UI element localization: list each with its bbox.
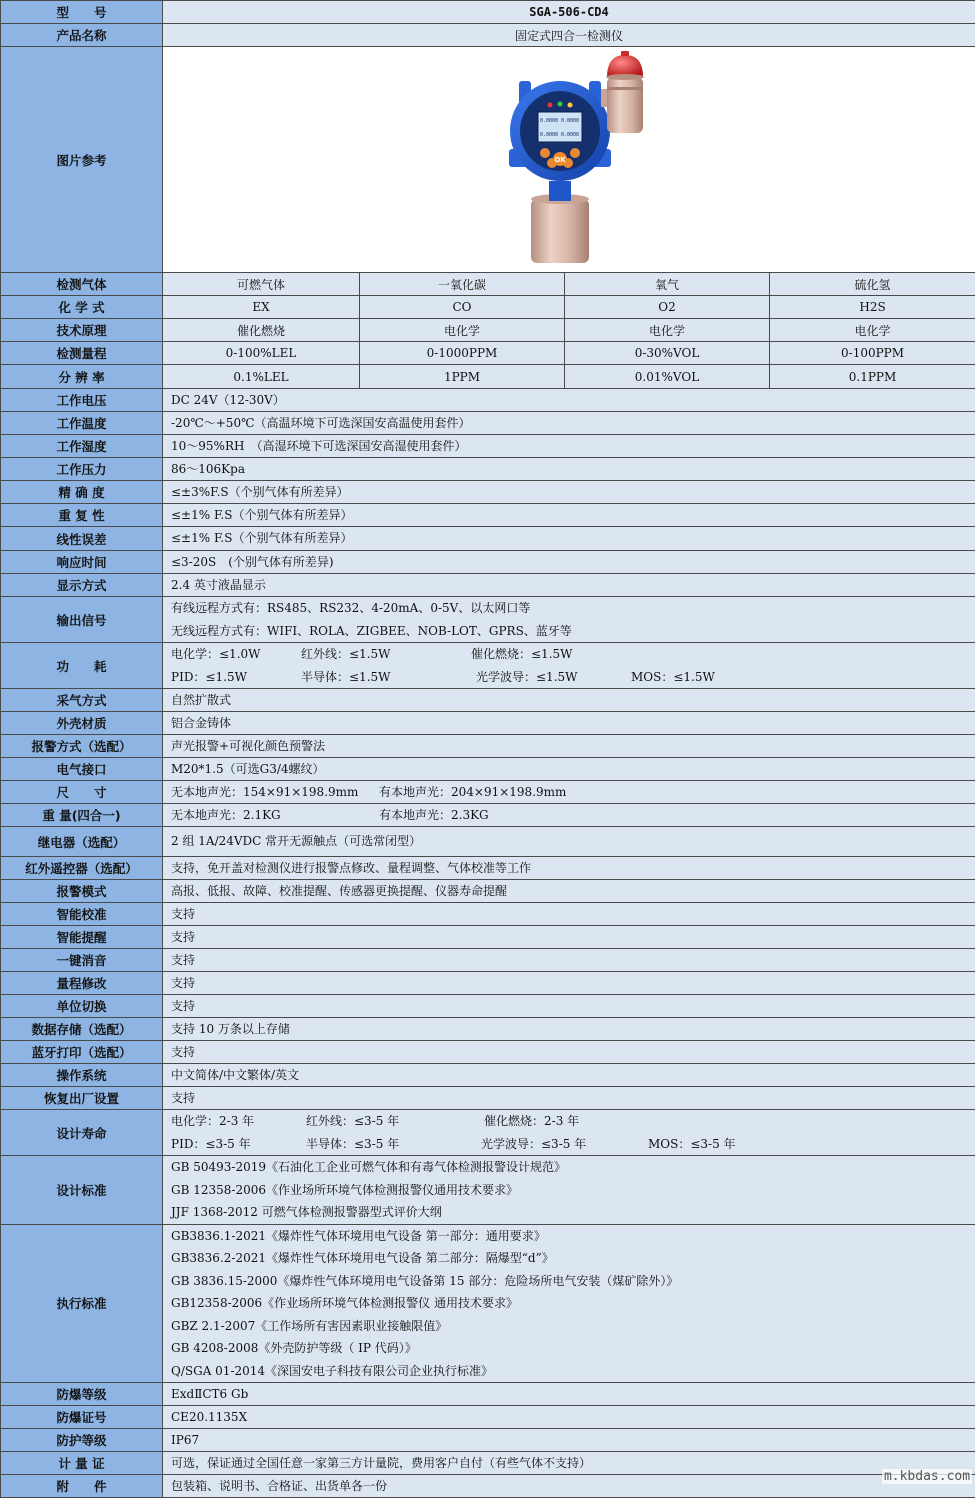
spec-value (163, 880, 975, 903)
picture-cell (163, 47, 975, 273)
spec-row (1, 1406, 975, 1429)
spec-text: 无本地声光：154×91×198.9mm (171, 785, 359, 799)
svg-text:0.0000: 0.0000 (561, 117, 580, 124)
gas-row-label: 技术原理 (1, 319, 163, 342)
spec-line (171, 1018, 975, 1040)
spec-label: 采气方式 (1, 689, 163, 712)
spec-value (163, 1087, 975, 1110)
row-product-name (1, 24, 975, 47)
spec-text: ≤±1% F.S（个别气体有所差异） (171, 531, 353, 545)
spec-text: 自然扩散式 (171, 693, 232, 707)
spec-row (1, 412, 975, 435)
spec-line (171, 949, 975, 971)
spec-text: GBZ 2.1-2007《工作场所有害因素职业接触限值》 (171, 1318, 448, 1333)
spec-value (163, 903, 975, 926)
gas-cell: 可燃气体 (163, 273, 360, 296)
spec-value (163, 1429, 975, 1452)
spec-text: ExdⅡCT6 Gb (171, 1387, 249, 1401)
spec-value (163, 1452, 975, 1475)
spec-line (171, 1452, 975, 1474)
spec-label: 输出信号 (1, 597, 163, 643)
spec-text: CE20.1135X (171, 1410, 248, 1424)
gas-cell: EX (163, 296, 360, 319)
spec-label: 工作温度 (1, 412, 163, 435)
gas-row-label: 检测量程 (1, 342, 163, 365)
spec-value (163, 735, 975, 758)
spec-row (1, 1224, 975, 1383)
spec-label: 数据存储（选配） (1, 1018, 163, 1041)
spec-value (163, 1041, 975, 1064)
gas-cell: 电化学 (770, 319, 975, 342)
spec-text: 10～95%RH （高湿环境下可选深国安高湿使用套件） (171, 439, 467, 453)
spec-line (171, 1179, 975, 1202)
spec-label: 外壳材质 (1, 712, 163, 735)
spec-text: 电化学：≤1.0W (171, 647, 261, 661)
spec-value (163, 949, 975, 972)
spec-text: GB3836.1-2021《爆炸性气体环境用电气设备 第一部分：通用要求》 (171, 1228, 546, 1243)
spec-row (1, 458, 975, 481)
spec-label: 功 耗 (1, 643, 163, 689)
spec-text: MOS：≤1.5W (631, 669, 715, 684)
spec-row (1, 481, 975, 504)
spec-row (1, 389, 975, 412)
spec-value (163, 1064, 975, 1087)
spec-text: 支持 (171, 953, 196, 967)
spec-line (171, 1292, 975, 1315)
spec-label: 红外遥控器（选配） (1, 857, 163, 880)
spec-label: 恢复出厂设置 (1, 1087, 163, 1110)
spec-label: 量程修改 (1, 972, 163, 995)
spec-text: 无本地声光：2.1KG (171, 808, 281, 822)
spec-label: 防爆证号 (1, 1406, 163, 1429)
spec-row (1, 972, 975, 995)
spec-text: 包装箱、说明书、合格证、出货单各一份 (171, 1479, 388, 1493)
spec-line (171, 712, 975, 734)
spec-line (171, 597, 975, 620)
spec-label: 工作电压 (1, 389, 163, 412)
spec-row (1, 758, 975, 781)
spec-value (163, 481, 975, 504)
spec-value (163, 389, 975, 412)
spec-label: 计 量 证 (1, 1452, 163, 1475)
spec-row (1, 903, 975, 926)
spec-text: 支持 10 万条以上存储 (171, 1022, 290, 1036)
spec-row (1, 1110, 975, 1156)
gas-row-label: 化 学 式 (1, 296, 163, 319)
gas-cell: 电化学 (565, 319, 770, 342)
spec-line (171, 1133, 975, 1156)
spec-label: 智能提醒 (1, 926, 163, 949)
spec-value (163, 857, 975, 880)
spec-line (171, 972, 975, 994)
spec-text: -20℃～+50℃（高温环境下可选深国安高温使用套件） (171, 416, 471, 430)
gas-cell: 0.1%LEL (163, 365, 360, 389)
gas-cell: 0-30%VOL (565, 342, 770, 365)
spec-value (163, 1224, 975, 1383)
gas-cell: 电化学 (360, 319, 565, 342)
spec-label: 执行标准 (1, 1224, 163, 1383)
spec-label: 设计标准 (1, 1156, 163, 1225)
spec-line (171, 666, 975, 689)
spec-text: 声光报警+可视化颜色预警法 (171, 739, 326, 753)
spec-text: 支持 (171, 999, 196, 1013)
alarm-beacon (607, 55, 643, 77)
spec-value (163, 827, 975, 857)
spec-label: 单位切换 (1, 995, 163, 1018)
spec-line (171, 1383, 975, 1405)
spec-text: 支持 (171, 907, 196, 921)
spec-text: 光学波导：≤1.5W (476, 669, 578, 684)
spec-line (171, 1156, 975, 1179)
spec-label: 附 件 (1, 1475, 163, 1498)
spec-value (163, 412, 975, 435)
spec-text: 86～106Kpa (171, 462, 245, 476)
spec-label: 电气接口 (1, 758, 163, 781)
gas-row (1, 342, 975, 365)
spec-line (171, 1087, 975, 1109)
spec-value (163, 689, 975, 712)
spec-text: PID：≤1.5W (171, 669, 247, 684)
product-name-label: 产品名称 (1, 24, 163, 47)
spec-line (171, 758, 975, 780)
spec-line (171, 857, 975, 879)
spec-text: 催化燃烧：2-3 年 (484, 1114, 580, 1128)
spec-line (171, 527, 975, 550)
spec-label: 响应时间 (1, 551, 163, 574)
watermark: m.kbdas.com (883, 1469, 971, 1484)
spec-value (163, 1018, 975, 1041)
spec-text: 2 组 1A/24VDC 常开无源触点（可选常闭型） (171, 834, 422, 848)
spec-value (163, 804, 975, 827)
spec-line (171, 620, 975, 643)
spec-row (1, 857, 975, 880)
spec-row (1, 504, 975, 527)
spec-value (163, 1383, 975, 1406)
svg-text:OK: OK (554, 155, 566, 164)
spec-label: 报警方式（选配） (1, 735, 163, 758)
spec-line (171, 1315, 975, 1338)
gas-cell: H2S (770, 296, 975, 319)
spec-value (163, 1475, 975, 1498)
gas-row (1, 319, 975, 342)
spec-value (163, 995, 975, 1018)
alarm-housing (607, 77, 643, 133)
sensor-housing (531, 199, 589, 263)
gas-cell: 0-1000PPM (360, 342, 565, 365)
spec-row (1, 827, 975, 857)
gas-cell: 0-100PPM (770, 342, 975, 365)
spec-line (171, 880, 975, 902)
picture-label: 图片参考 (1, 47, 163, 273)
spec-label: 显示方式 (1, 574, 163, 597)
spec-text: 支持，免开盖对检测仪进行报警点修改、量程调整、气体校准等工作 (171, 861, 532, 875)
spec-row (1, 1452, 975, 1475)
spec-value (163, 1406, 975, 1429)
spec-line (171, 481, 975, 503)
spec-text: 可选，保证通过全国任意一家第三方计量院，费用客户自付（有些气体不支持） (171, 1456, 592, 1470)
spec-line (171, 1247, 975, 1270)
gas-cell: 0.01%VOL (565, 365, 770, 389)
spec-value (163, 527, 975, 551)
spec-row (1, 551, 975, 574)
spec-text: 高报、低报、故障、校准提醒、传感器更换提醒、仪器寿命提醒 (171, 884, 508, 898)
spec-line (171, 389, 975, 411)
spec-line (171, 1041, 975, 1063)
row-model (1, 1, 975, 24)
spec-line (171, 412, 975, 434)
spec-row (1, 597, 975, 643)
spec-text: 支持 (171, 1045, 196, 1059)
spec-line (171, 574, 975, 596)
spec-line (171, 551, 975, 573)
spec-line (171, 1201, 975, 1224)
gas-row (1, 296, 975, 319)
gas-cell: 0.1PPM (770, 365, 975, 389)
spec-text: IP67 (171, 1433, 200, 1447)
spec-line (171, 903, 975, 925)
spec-value (163, 504, 975, 527)
spec-text: ≤±1% F.S（个别气体有所差异） (171, 508, 353, 522)
row-picture (1, 47, 975, 273)
spec-value (163, 781, 975, 804)
product-name-value: 固定式四合一检测仪 (163, 24, 975, 47)
gas-row-label: 检测气体 (1, 273, 163, 296)
model-value: SGA-506-CD4 (163, 1, 975, 24)
spec-row (1, 1041, 975, 1064)
spec-value (163, 972, 975, 995)
spec-row (1, 574, 975, 597)
spec-line (171, 1270, 975, 1293)
spec-text: 光学波导：≤3-5 年 (481, 1136, 587, 1151)
spec-text: 有本地声光：2.3KG (379, 808, 489, 822)
gas-cell: 1PPM (360, 365, 565, 389)
spec-label: 一键消音 (1, 949, 163, 972)
spec-value (163, 926, 975, 949)
spec-text: MOS：≤3-5 年 (648, 1136, 736, 1151)
spec-text: GB3836.2-2021《爆炸性气体环境用电气设备 第二部分：隔爆型“d”》 (171, 1251, 554, 1265)
spec-line (171, 995, 975, 1017)
spec-value (163, 643, 975, 689)
spec-label: 重 复 性 (1, 504, 163, 527)
spec-label: 尺 寸 (1, 781, 163, 804)
spec-line (171, 781, 975, 803)
svg-text:0.0000: 0.0000 (540, 117, 559, 124)
spec-line (171, 1475, 975, 1497)
spec-row (1, 995, 975, 1018)
gas-cell: 0-100%LEL (163, 342, 360, 365)
spec-text: GB 50493-2019《石油化工企业可燃气体和有毒气体检测报警设计规范》 (171, 1160, 566, 1174)
spec-text: 红外线：≤3-5 年 (306, 1114, 400, 1128)
spec-label: 设计寿命 (1, 1110, 163, 1156)
gas-cell: 硫化氢 (770, 273, 975, 296)
spec-label: 工作压力 (1, 458, 163, 481)
spec-line (171, 1110, 975, 1133)
spec-line (171, 804, 975, 826)
spec-text: GB12358-2006《作业场所环境气体检测报警仪 通用技术要求》 (171, 1296, 518, 1310)
spec-text: DC 24V（12-30V） (171, 393, 285, 407)
gas-detector-image (449, 49, 689, 271)
spec-label: 继电器（选配） (1, 827, 163, 857)
spec-text: 支持 (171, 1091, 196, 1105)
gas-cell: 催化燃烧 (163, 319, 360, 342)
spec-text: ≤3-20S (个别气体有所差异) (171, 555, 334, 569)
spec-text: 半导体：≤1.5W (301, 669, 391, 684)
spec-line (171, 1225, 975, 1248)
spec-value (163, 435, 975, 458)
spec-text: 有本地声光：204×91×198.9mm (379, 785, 567, 799)
spec-row (1, 735, 975, 758)
svg-text:0.0000: 0.0000 (540, 131, 559, 138)
spec-text: JJF 1368-2012 可燃气体检测报警器型式评价大纲 (171, 1205, 442, 1219)
spec-row (1, 1475, 975, 1498)
spec-text: ≤±3%F.S（个别气体有所差异） (171, 485, 349, 499)
spec-row (1, 643, 975, 689)
spec-value (163, 574, 975, 597)
spec-text: 支持 (171, 976, 196, 990)
gas-cell: 氧气 (565, 273, 770, 296)
spec-line (171, 827, 975, 856)
spec-row (1, 926, 975, 949)
spec-label: 蓝牙打印（选配） (1, 1041, 163, 1064)
spec-row (1, 1156, 975, 1225)
spec-text: GB 12358-2006《作业场所环境气体检测报警仪通用技术要求》 (171, 1182, 518, 1197)
svg-text:0.0000: 0.0000 (561, 131, 580, 138)
spec-line (171, 689, 975, 711)
spec-label: 智能校准 (1, 903, 163, 926)
gas-cell: O2 (565, 296, 770, 319)
spec-line (171, 735, 975, 757)
spec-value (163, 712, 975, 735)
gas-row-label: 分 辨 率 (1, 365, 163, 389)
spec-row (1, 1018, 975, 1041)
spec-label: 精 确 度 (1, 481, 163, 504)
spec-row (1, 880, 975, 903)
spec-row (1, 1064, 975, 1087)
spec-value (163, 551, 975, 574)
spec-value (163, 458, 975, 481)
spec-line (171, 926, 975, 948)
spec-label: 重 量(四合一) (1, 804, 163, 827)
spec-text: 中文简体/中文繁体/英文 (171, 1068, 300, 1082)
spec-line (171, 643, 975, 666)
spec-text: 无线远程方式有：WIFI、ROLA、ZIGBEE、NOB-LOT、GPRS、蓝牙等 (171, 623, 572, 638)
spec-text: 铝合金铸体 (171, 716, 232, 730)
spec-text: 2.4 英寸液晶显示 (171, 578, 266, 592)
spec-value (163, 1110, 975, 1156)
spec-row (1, 1429, 975, 1452)
spec-row (1, 712, 975, 735)
spec-value (163, 758, 975, 781)
spec-label: 工作湿度 (1, 435, 163, 458)
spec-label: 防爆等级 (1, 1383, 163, 1406)
gas-cell: 一氧化碳 (360, 273, 565, 296)
spec-row (1, 527, 975, 551)
gas-cell: CO (360, 296, 565, 319)
spec-text: 有线远程方式有：RS485、RS232、4-20mA、0-5V、以太网口等 (171, 601, 531, 615)
spec-row (1, 435, 975, 458)
spec-line (171, 1360, 975, 1383)
spec-line (171, 435, 975, 457)
spec-line (171, 458, 975, 480)
spec-row (1, 689, 975, 712)
spec-text: Q/SGA 01-2014《深国安电子科技有限公司企业执行标准》 (171, 1363, 494, 1378)
spec-text: 红外线：≤1.5W (301, 647, 391, 661)
spec-text: GB 4208-2008《外壳防护等级（ IP 代码）》 (171, 1341, 417, 1355)
spec-row (1, 781, 975, 804)
spec-line (171, 1406, 975, 1428)
spec-line (171, 1429, 975, 1451)
spec-label: 报警模式 (1, 880, 163, 903)
spec-text: 电化学：2-3 年 (171, 1114, 255, 1128)
spec-text: GB 3836.15-2000《爆炸性气体环境用电气设备第 15 部分：危险场所电气安装（煤矿除外）》 (171, 1273, 679, 1288)
spec-text: 半导体：≤3-5 年 (306, 1136, 400, 1151)
spec-line (171, 1337, 975, 1360)
spec-text: PID：≤3-5 年 (171, 1136, 251, 1151)
spec-label: 线性误差 (1, 527, 163, 551)
gas-row (1, 273, 975, 296)
spec-row (1, 804, 975, 827)
spec-text: M20*1.5（可选G3/4螺纹） (171, 762, 325, 776)
spec-value (163, 1156, 975, 1225)
spec-row (1, 1383, 975, 1406)
spec-label: 操作系统 (1, 1064, 163, 1087)
spec-line (171, 1064, 975, 1086)
spec-value (163, 597, 975, 643)
spec-row (1, 1087, 975, 1110)
spec-text: 支持 (171, 930, 196, 944)
spec-text: 催化燃烧：≤1.5W (471, 647, 573, 661)
spec-row (1, 949, 975, 972)
gas-row (1, 365, 975, 389)
spec-line (171, 504, 975, 526)
spec-label: 防护等级 (1, 1429, 163, 1452)
model-label: 型 号 (1, 1, 163, 24)
